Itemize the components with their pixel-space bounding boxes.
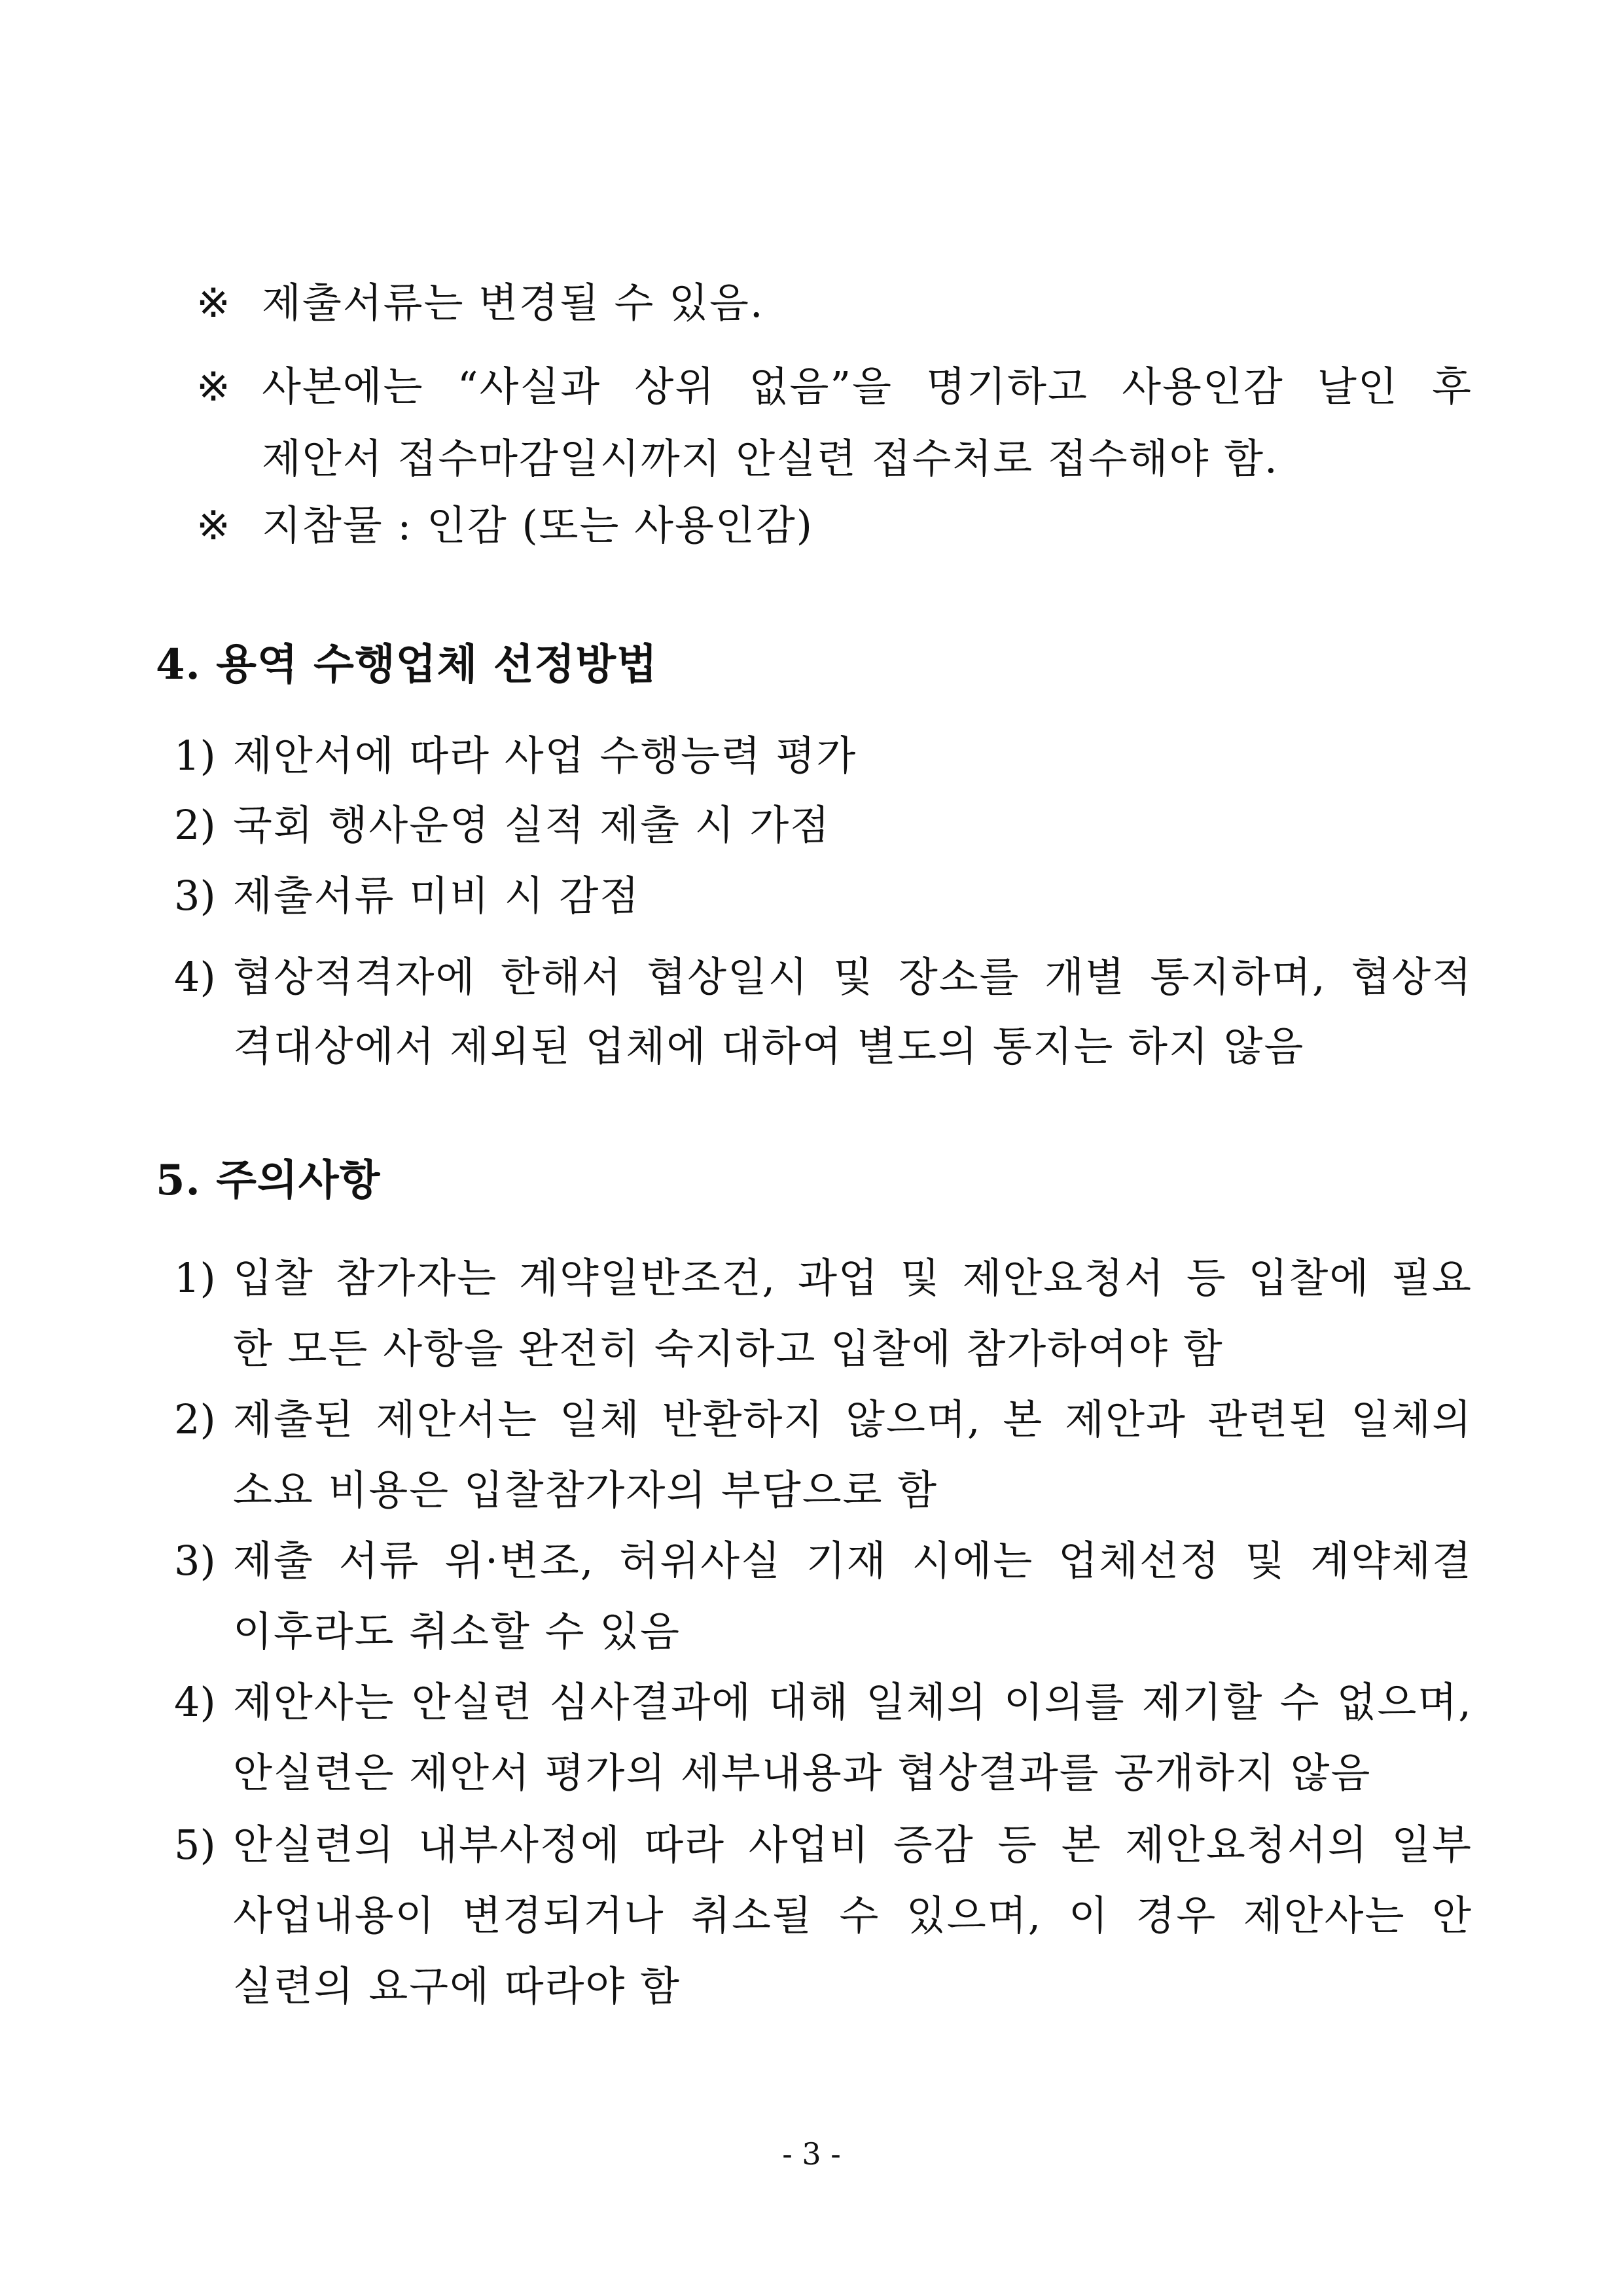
section-5-item-5-line-2: 사업내용이 변경되거나 취소될 수 있으며, 이 경우 제안사는 안 (233, 1892, 1472, 1939)
section-5-item-4-number: 4) (174, 1678, 216, 1726)
note-2-line-2: 제안서 접수마감일시까지 안실련 접수처로 접수해야 함. (262, 435, 1279, 482)
section-4-item-3-number: 3) (174, 872, 216, 920)
section-4-item-1-line-1: 제안서에 따라 사업 수행능력 평가 (233, 732, 857, 780)
section-4-heading: 4. 용역 수행업체 선정방법 (156, 640, 658, 689)
section-5-item-5-line-3: 실련의 요구에 따라야 함 (233, 1962, 681, 2010)
section-5-item-1-line-2: 한 모든 사항을 완전히 숙지하고 입찰에 참가하여야 함 (233, 1325, 1224, 1372)
section-5-item-2-number: 2) (174, 1395, 216, 1443)
section-5-item-1-number: 1) (174, 1254, 216, 1302)
section-5-item-3-line-1: 제출 서류 위·변조, 허위사실 기재 시에는 업체선정 및 계약체결 (233, 1537, 1472, 1585)
section-5-item-5-line-1: 안실련의 내부사정에 따라 사업비 증감 등 본 제안요청서의 일부 (233, 1821, 1472, 1869)
section-5-item-1-line-1: 입찰 참가자는 계약일반조건, 과업 및 제안요청서 등 입찰에 필요 (233, 1254, 1472, 1302)
section-4-item-2-line-1: 국회 행사운영 실적 제출 시 가점 (233, 801, 831, 849)
section-4-item-1-number: 1) (174, 732, 216, 780)
section-4-item-4-number: 4) (174, 953, 216, 1001)
note-mark-3: ※ (196, 501, 230, 549)
section-4-item-3-line-1: 제출서류 미비 시 감점 (233, 872, 641, 920)
note-mark-2: ※ (196, 363, 230, 410)
note-3-line-1: 지참물 : 인감 (또는 사용인감) (262, 501, 813, 549)
section-5-item-2-line-1: 제출된 제안서는 일체 반환하지 않으며, 본 제안과 관련된 일체의 (233, 1395, 1472, 1443)
note-2-line-1: 사본에는 “사실과 상위 없음”을 명기하고 사용인감 날인 후 (262, 363, 1472, 410)
section-5-item-2-line-2: 소요 비용은 입찰참가자의 부담으로 함 (233, 1466, 938, 1514)
note-1-line-1: 제출서류는 변경될 수 있음. (262, 279, 764, 327)
section-5-item-4-line-2: 안실련은 제안서 평가의 세부내용과 협상결과를 공개하지 않음 (233, 1749, 1372, 1797)
section-5-item-3-number: 3) (174, 1537, 216, 1585)
section-5-heading: 5. 주의사항 (156, 1156, 381, 1205)
section-5-item-5-number: 5) (174, 1821, 216, 1869)
note-mark-1: ※ (196, 279, 230, 327)
page-number: - 3 - (782, 2136, 841, 2172)
section-4-item-2-number: 2) (174, 801, 216, 849)
section-4-item-4-line-1: 협상적격자에 한해서 협상일시 및 장소를 개별 통지하며, 협상적 (233, 953, 1472, 1001)
section-5-item-4-line-1: 제안사는 안실련 심사결과에 대해 일체의 이의를 제기할 수 없으며, (233, 1678, 1472, 1726)
section-5-item-3-line-2: 이후라도 취소할 수 있음 (233, 1607, 681, 1655)
section-4-item-4-line-2: 격대상에서 제외된 업체에 대하여 별도의 통지는 하지 않음 (233, 1022, 1305, 1070)
